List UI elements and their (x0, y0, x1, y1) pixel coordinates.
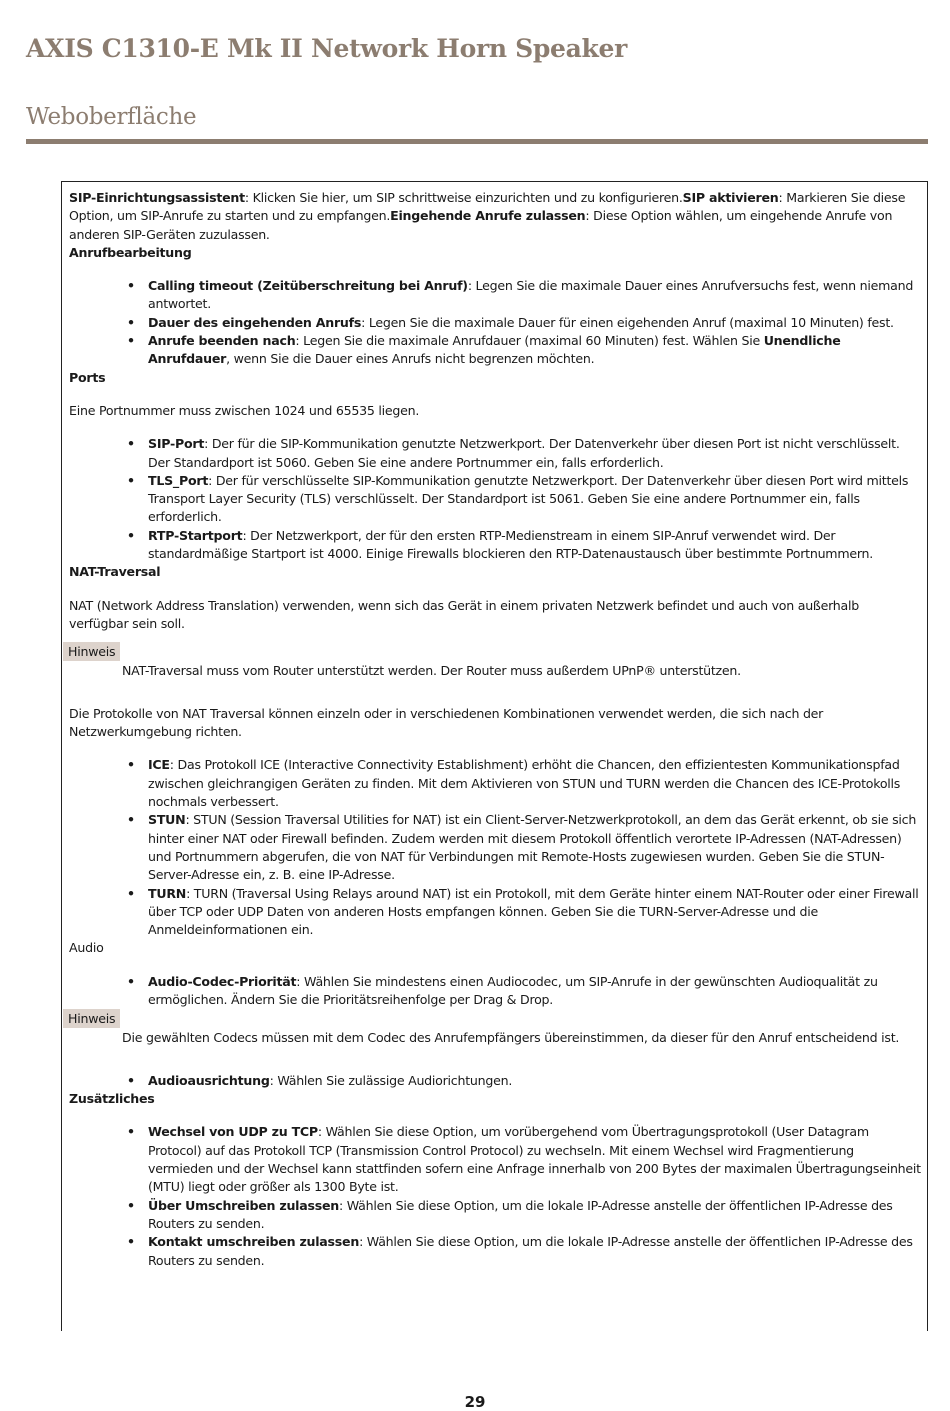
ports-heading (69, 369, 921, 387)
additional-heading-text: Zusätzliches (69, 1091, 155, 1107)
item-desc: : Wählen Sie diese Option, um die lokale IP-Adresse anstelle der öffentlichen IP-Adresse des Routers zu senden. (148, 1234, 913, 1268)
item-term: ICE (148, 757, 170, 773)
item-term: Audio-Codec-Priorität (148, 973, 297, 989)
call-handling-list (69, 277, 921, 368)
item-desc: : Der für verschlüsselte SIP-Kommunikation genutzte Netzwerkport. Der Datenverkehr über diesen Port wird mittels Transport Layer Security (TLS) verschlüsselt. Der Standardport ist 5061. Geben Sie eine andere Portnummer ein, falls erforderlich. (148, 472, 909, 525)
sip-enable-desc: : Markieren Sie diese Option, um SIP-Anrufe zu starten und zu empfangen. (69, 190, 906, 224)
list-item (69, 811, 921, 884)
item-term: STUN (148, 812, 186, 828)
item-desc: : Wählen Sie mindestens einen Audiocodec, um SIP-Anrufe in der gewünschten Audioqualität zu ermöglichen. Ändern Sie die Prioritätsreihenfolge per Drag & Drop. (148, 973, 878, 1007)
nat-heading (69, 563, 921, 581)
call-handling-heading (69, 244, 921, 262)
note-text: Die gewählten Codecs müssen mit dem Codec des Anrufempfängers übereinstimmen, da dieser für den Anruf entscheidend ist. (122, 1029, 900, 1045)
section-title: Weboberfläche (26, 104, 197, 130)
item-desc: : Legen Sie die maximale Anrufdauer (maximal 60 Minuten) fest. Wählen Sie (295, 333, 764, 349)
item-term: Calling timeout (Zeitüberschreitung bei Anruf) (148, 278, 468, 294)
nat-text-2: Die Protokolle von NAT Traversal können einzeln oder in verschiedenen Kombinationen verwendet werden, die sich nach der Netzwerkumgebung richten. (69, 705, 824, 740)
header-rule (26, 139, 928, 144)
intro-paragraph (69, 189, 921, 244)
list-item (69, 277, 921, 314)
nat-text: NAT (Network Address Translation) verwenden, wenn sich das Gerät in einem privaten Netzwerk befindet und auch von außerhalb verfügbar sein soll. (69, 597, 860, 631)
item-term: Dauer des eingehenden Anrufs (148, 314, 362, 330)
document-title: AXIS C1310-E Mk II Network Horn Speaker (26, 34, 628, 63)
item-desc: : Legen Sie die maximale Dauer eines Anrufversuchs fest, wenn niemand antwortet. (148, 278, 914, 312)
item-term: Über Umschreiben zulassen (148, 1197, 339, 1213)
list-item (69, 885, 921, 940)
list-item (69, 1233, 921, 1270)
audio-list (69, 973, 921, 1010)
note-label: Hinweis (63, 642, 120, 661)
item-desc: : Der Netzwerkport, der für den ersten RTP-Medienstream in einem SIP-Anruf verwendet wird. Der standardmäßige Startport ist 4000. Einige Firewalls blockieren den RTP-Datenaustausch über bestimmte Portnummern. (148, 527, 874, 562)
item-term: Anrufe beenden nach (148, 333, 296, 349)
item-desc: : Der für die SIP-Kommunikation genutzte Netzwerkport. Der Datenverkehr über diesen Port ist nicht verschlüsselt. Der Standardport ist 5060. Geben Sie eine andere Portnummer ein, falls erforderlich. (148, 436, 900, 470)
ports-list (69, 435, 921, 563)
item-desc: : Wählen Sie diese Option, um vorübergehend vom Übertragungsprotokoll (User Datagram Protocol) auf das Protokoll TCP (Transmission Control Protocol) zu wechseln. Mit einem Wechsel wird Fragmentierung vermieden und der Wechsel kann stattfinden sofern eine Anfrage innerhalb von 200 Bytes der maximalen Übertragungseinheit (MTU) liegt oder größer als 1300 Byte ist. (148, 1124, 921, 1195)
nat-list (69, 756, 921, 939)
audio-heading: Audio (69, 940, 104, 956)
sip-enable-term: SIP aktivieren (682, 190, 779, 205)
list-item (69, 472, 921, 527)
item-desc: : Wählen Sie zulässige Audiorichtungen. (269, 1072, 513, 1088)
note-text: NAT-Traversal muss vom Router unterstützt werden. Der Router muss außerdem UPnP® unterstützen. (122, 662, 741, 678)
item-term: RTP-Startport (148, 527, 243, 543)
call-handling-heading-text: Anrufbearbeitung (69, 244, 192, 260)
page-number: 29 (464, 1393, 486, 1411)
ports-heading-text: Ports (69, 369, 106, 385)
content-box (61, 181, 928, 1331)
item-desc: : STUN (Session Traversal Utilities for NAT) ist ein Client-Server-Netzwerkprotokoll, an dem das Gerät erkennt, ob sie sich hinter einer NAT oder Firewall befinden. Zudem werden mit diesem Protokoll öffentlich verortete IP-Adressen (NAT-Adressen) und Portnummern abgerufen, die von NAT für Verbindungen mit Remote-Hosts zugewiesen wurden. Geben Sie die STUN-Server-Adresse ein, z. B. eine IP-Adresse. (148, 812, 917, 883)
incoming-calls-desc: : Diese Option wählen, um eingehende Anrufe von anderen SIP-Geräten zuzulassen. (69, 208, 893, 242)
sip-setup-assistant-desc: : Klicken Sie hier, um SIP schrittweise einzurichten und zu konfigurieren. (244, 190, 683, 205)
list-item (69, 756, 921, 811)
item-term: Kontakt umschreiben zulassen (148, 1234, 360, 1250)
incoming-calls-term: Eingehende Anrufe zulassen (390, 208, 586, 224)
item-term: TURN (148, 885, 187, 901)
item-term: Wechsel von UDP zu TCP (148, 1124, 318, 1140)
additional-list (69, 1123, 921, 1269)
note-block (69, 642, 921, 661)
audio-list-2 (69, 1072, 921, 1090)
list-item (69, 527, 921, 564)
item-desc: : Das Protokoll ICE (Interactive Connectivity Establishment) erhöht die Chancen, den effizientesten Kommunikationspfad zwischen gleichrangigen Geräten zu finden. Mit dem Aktivieren von STUN und TURN werden die Chancen des ICE-Protokolls nochmals verbessert. (148, 757, 901, 810)
note-label: Hinweis (63, 1009, 120, 1028)
list-item (69, 332, 921, 369)
item-term: SIP-Port (148, 436, 205, 452)
item-desc: : Legen Sie die maximale Dauer für einen eigehenden Anruf (maximal 10 Minuten) fest. (361, 314, 894, 330)
item-desc: : TURN (Traversal Using Relays around NAT) ist ein Protokoll, mit dem Geräte hinter einem NAT-Router oder einer Firewall über TCP oder UDP Daten von anderen Hosts empfangen können. Geben Sie die TURN-Server-Adresse und die Anmeldeinformationen ein. (148, 885, 919, 938)
list-item (69, 435, 921, 472)
sip-setup-assistant-term: SIP-Einrichtungsassistent (69, 190, 245, 205)
list-item (69, 1072, 921, 1090)
list-item (69, 1123, 921, 1196)
item-term: Audioausrichtung (148, 1072, 270, 1088)
item-term: Unendliche Anrufdauer (148, 333, 841, 367)
nat-heading-text: NAT-Traversal (69, 564, 161, 580)
item-desc: : Wählen Sie diese Option, um die lokale IP-Adresse anstelle der öffentlichen IP-Adresse des Routers zu senden. (148, 1197, 893, 1231)
item-term: TLS_Port (148, 472, 209, 488)
additional-heading (69, 1090, 921, 1108)
note-block (69, 1009, 921, 1028)
list-item (69, 1197, 921, 1234)
ports-text: Eine Portnummer muss zwischen 1024 und 65535 liegen. (69, 402, 420, 418)
list-item (69, 973, 921, 1010)
item-desc: , wenn Sie die Dauer eines Anrufs nicht begrenzen möchten. (226, 351, 595, 367)
list-item (69, 314, 921, 332)
